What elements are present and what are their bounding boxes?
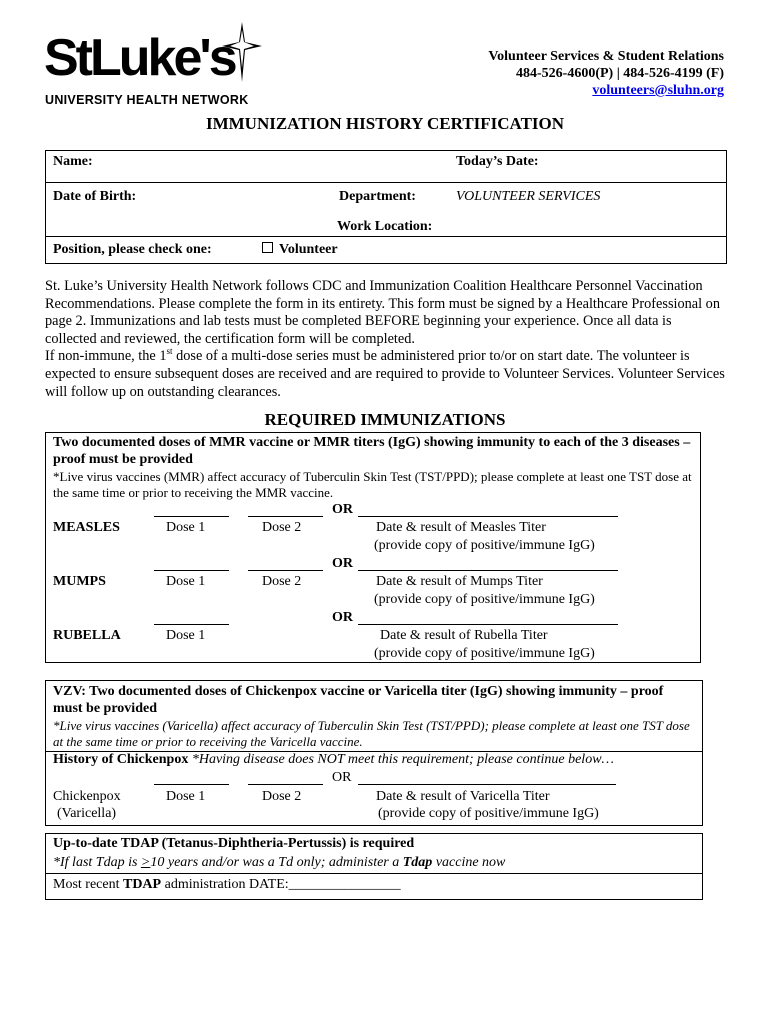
vzv-heading: VZV: Two documented doses of Chickenpox vaccine or Varicella titer (IgG) showing immunity – proof must be provided bbox=[53, 684, 664, 716]
or-label: OR bbox=[332, 556, 353, 571]
contact-phone: 484-526-4600(P) | 484-526-4199 (F) bbox=[516, 66, 724, 81]
tdap-heading: Up-to-date TDAP (Tetanus-Diphtheria-Pertussis) is required bbox=[53, 836, 415, 851]
name-label: Name: bbox=[53, 154, 93, 169]
varicella-label: (Varicella) bbox=[57, 806, 117, 821]
or-label: OR bbox=[332, 610, 353, 625]
department-value: VOLUNTEER SERVICES bbox=[456, 189, 601, 204]
varicella-titer: Date & result of Varicella Titer bbox=[376, 789, 550, 804]
contact-info bbox=[488, 48, 724, 99]
star-logo-icon bbox=[222, 22, 262, 82]
varicella-copy: (provide copy of positive/immune IgG) bbox=[378, 806, 599, 821]
position-label: Position, please check one: bbox=[53, 242, 212, 257]
measles-titer: Date & result of Measles Titer bbox=[376, 520, 546, 535]
logo-text: StLuke's bbox=[44, 29, 235, 87]
mumps-label: MUMPS bbox=[53, 574, 106, 589]
volunteer-label: Volunteer bbox=[279, 242, 338, 257]
mumps-titer: Date & result of Mumps Titer bbox=[376, 574, 543, 589]
logo-subtitle: UNIVERSITY HEALTH NETWORK bbox=[45, 93, 249, 107]
intro-paragraph bbox=[45, 278, 725, 401]
measles-dose2: Dose 2 bbox=[262, 520, 302, 535]
measles-dose1: Dose 1 bbox=[166, 520, 206, 535]
tdap-note: *If last Tdap is >10 years and/or was a Td only; administer a Tdap vaccine now bbox=[53, 855, 506, 870]
vzv-dose1: Dose 1 bbox=[166, 789, 206, 804]
mumps-dose1: Dose 1 bbox=[166, 574, 206, 589]
vzv-note: *Live virus vaccines (Varicella) affect accuracy of Tuberculin Skin Test (TST/PPD); please complete at least one TST dose at the same time or prior to receiving the Varicella vaccine. bbox=[53, 718, 690, 749]
mmr-note: *Live virus vaccines (MMR) affect accuracy of Tuberculin Skin Test (TST/PPD); please complete at least one TST dose at the same time or prior to receiving the MMR vaccine. bbox=[53, 469, 692, 500]
mumps-copy: (provide copy of positive/immune IgG) bbox=[374, 592, 595, 607]
measles-label: MEASLES bbox=[53, 520, 120, 535]
page-title: IMMUNIZATION HISTORY CERTIFICATION bbox=[205, 114, 565, 133]
required-heading: REQUIRED IMMUNIZATIONS bbox=[264, 410, 506, 429]
rubella-dose1: Dose 1 bbox=[166, 628, 206, 643]
rubella-label: RUBELLA bbox=[53, 628, 121, 643]
intro-p2: If non-immune, the 1st dose of a multi-dose series must be administered prior to/or on start date. The volunteer is expected to ensure subsequent doses are received and are required to provide to Volunteer Services. Volunteer Services will follow up on outstanding clearances. bbox=[45, 346, 725, 400]
volunteer-option[interactable] bbox=[262, 242, 338, 258]
or-label: OR bbox=[332, 502, 353, 517]
intro-p1: St. Luke’s University Health Network follows CDC and Immunization Coalition Healthcare Personnel Vaccination Recommendations. Please complete the form in its entirety. This form must be signed by a Healthcare Professional on page 2. Immunizations and lab tests must be completed BEFORE beginning your experience. Once all data is collected and reviewed, the certification form will be completed. bbox=[45, 278, 720, 347]
rubella-copy: (provide copy of positive/immune IgG) bbox=[374, 646, 595, 661]
department-label: Department: bbox=[339, 189, 416, 204]
contact-title: Volunteer Services & Student Relations bbox=[488, 49, 724, 64]
rubella-titer: Date & result of Rubella Titer bbox=[380, 628, 548, 643]
or-label: OR bbox=[332, 770, 352, 785]
todays-date-label: Today’s Date: bbox=[456, 154, 539, 169]
chickenpox-history: History of Chickenpox *Having disease does NOT meet this requirement; please continue below… bbox=[53, 752, 614, 767]
tdap-recent-date: Most recent TDAP administration DATE:________________ bbox=[53, 877, 401, 892]
vzv-dose2: Dose 2 bbox=[262, 789, 302, 804]
chickenpox-label: Chickenpox bbox=[53, 789, 121, 804]
volunteer-checkbox[interactable] bbox=[262, 242, 273, 253]
mumps-dose2: Dose 2 bbox=[262, 574, 302, 589]
dob-label: Date of Birth: bbox=[53, 189, 137, 204]
measles-copy: (provide copy of positive/immune IgG) bbox=[374, 538, 595, 553]
contact-email-link[interactable]: volunteers@sluhn.org bbox=[592, 83, 724, 98]
mmr-heading: Two documented doses of MMR vaccine or MMR titers (IgG) showing immunity to each of the 3 diseases – proof must be provided bbox=[53, 435, 691, 467]
work-location-label: Work Location: bbox=[337, 219, 433, 234]
